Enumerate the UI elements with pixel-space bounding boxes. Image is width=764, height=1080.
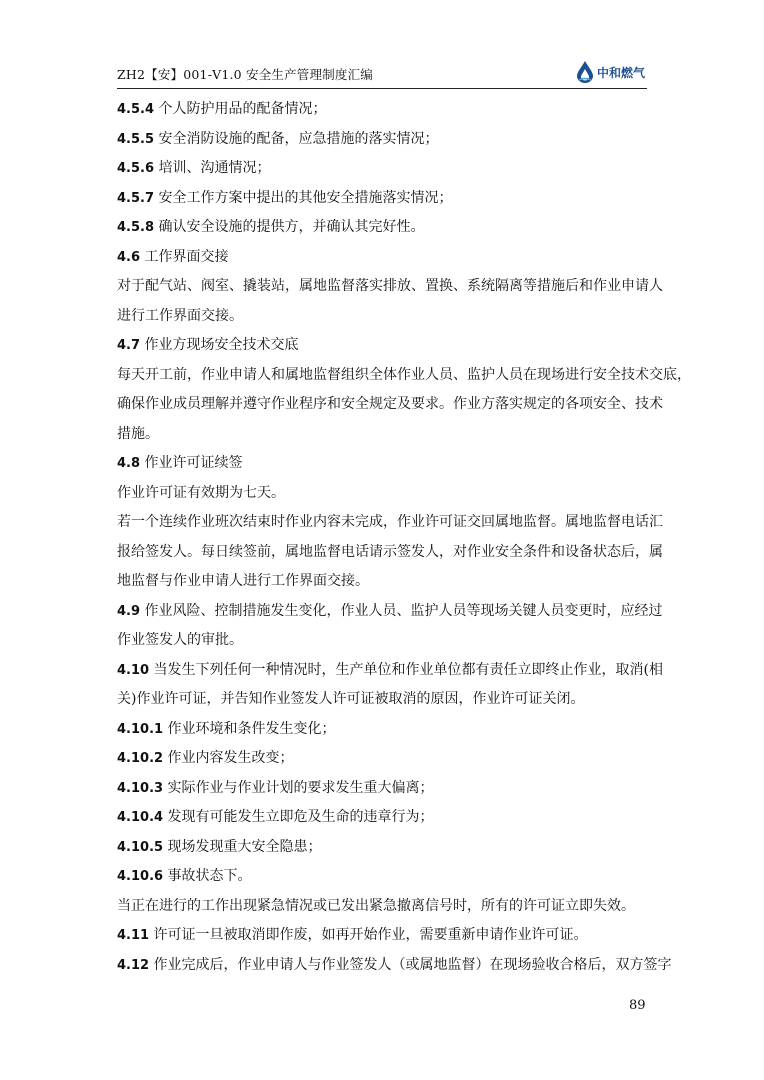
clause-heading bbox=[117, 95, 649, 125]
clause-text: 许可证一旦被取消即作废，如再开始作业，需要重新申请作业许可证。 bbox=[153, 927, 588, 943]
clause-number: 4.7 bbox=[117, 338, 141, 353]
clause-text: 作业签发人的审批。 bbox=[117, 632, 243, 648]
clause-text: 作业完成后，作业申请人与作业签发人（或属地监督）在现场验收合格后，双方签字 bbox=[153, 956, 672, 973]
paragraph-line bbox=[117, 626, 649, 656]
paragraph-line bbox=[117, 892, 649, 922]
clause-number: 4.10.5 bbox=[117, 839, 164, 855]
logo-text: 中和燃气 bbox=[596, 65, 645, 80]
paragraph-line bbox=[117, 538, 663, 568]
company-logo bbox=[575, 60, 645, 84]
paragraph-line bbox=[117, 420, 649, 450]
clause-text: 确认安全设施的提供方，并确认其完好性。 bbox=[158, 219, 425, 235]
clause-heading bbox=[117, 184, 649, 214]
clause-text: 作业风险、控制措施发生变化，作业人员、监护人员等现场关键人员变更时，应经过 bbox=[144, 602, 663, 619]
clause-text: 个人防护用品的配备情况； bbox=[158, 101, 327, 117]
clause-number: 4.10.4 bbox=[117, 810, 164, 825]
clause-number: 4.10.2 bbox=[117, 751, 164, 766]
clause-text: 现场发现重大安全隐患； bbox=[167, 838, 322, 855]
clause-heading bbox=[117, 833, 649, 863]
clause-heading bbox=[117, 154, 649, 184]
clause-number: 4.5.4 bbox=[117, 102, 155, 117]
clause-heading bbox=[117, 803, 649, 833]
clause-number: 4.6 bbox=[117, 249, 141, 265]
clause-text: 报给签发人。每日续签前，属地监督电话请示签发人，对作业安全条件和设备状态后，属 bbox=[117, 543, 663, 560]
clause-number: 4.8 bbox=[117, 456, 141, 471]
clause-text: 工作界面交接 bbox=[144, 248, 229, 265]
paragraph-line bbox=[117, 361, 691, 391]
clause-text: 当正在进行的工作出现紧急情况或已发出紧急撤离信号时，所有的许可证立即失效。 bbox=[117, 897, 635, 914]
paragraph-line bbox=[117, 685, 649, 715]
clause-text: 当发生下列任何一种情况时，生产单位和作业单位都有责任立即终止作业，取消(相 bbox=[153, 661, 663, 678]
paragraph-line bbox=[117, 272, 663, 302]
document-body bbox=[117, 95, 691, 980]
clause-text: 培训、沟通情况； bbox=[158, 160, 271, 176]
clause-heading bbox=[117, 449, 649, 479]
clause-heading bbox=[117, 862, 649, 892]
clause-number: 4.10.6 bbox=[117, 869, 164, 884]
clause-text: 安全工作方案中提出的其他安全措施落实情况； bbox=[158, 189, 453, 206]
clause-heading bbox=[117, 213, 649, 243]
clause-text: 安全消防设施的配备，应急措施的落实情况； bbox=[158, 130, 439, 147]
clause-text: 对于配气站、阀室、撬装站，属地监督落实排放、置换、系统隔离等措施后和作业申请人 bbox=[117, 278, 663, 294]
clause-text: 每天开工前，作业申请人和属地监督组织全体作业人员、监护人员在现场进行安全技术交底， bbox=[117, 366, 691, 383]
clause-text: 事故状态下。 bbox=[167, 868, 252, 884]
clause-number: 4.5.5 bbox=[117, 131, 155, 147]
clause-heading bbox=[117, 125, 649, 155]
clause-text: 若一个连续作业班次结束时作业内容未完成，作业许可证交回属地监督。属地监督电话汇 bbox=[117, 514, 663, 530]
clause-text: 作业方现场安全技术交底 bbox=[144, 337, 299, 353]
clause-number: 4.5.8 bbox=[117, 220, 155, 235]
clause-heading bbox=[117, 656, 663, 686]
clause-heading bbox=[117, 715, 649, 745]
document-title: ZH2【安】001-V1.0 安全生产管理制度汇编 bbox=[117, 67, 374, 82]
paragraph-line bbox=[117, 390, 663, 420]
clause-heading bbox=[117, 951, 672, 981]
clause-heading bbox=[117, 921, 649, 951]
clause-heading bbox=[117, 744, 649, 774]
clause-text: 关)作业许可证，并告知作业签发人许可证被取消的原因，作业许可证关闭。 bbox=[117, 691, 585, 707]
clause-text: 作业内容发生改变； bbox=[167, 750, 294, 766]
page-header bbox=[117, 58, 647, 89]
clause-number: 4.10 bbox=[117, 662, 150, 678]
clause-heading bbox=[117, 774, 649, 804]
clause-heading bbox=[117, 331, 649, 361]
paragraph-line bbox=[117, 302, 649, 332]
clause-text: 作业许可证有效期为七天。 bbox=[117, 484, 285, 501]
flame-drop-icon bbox=[575, 60, 595, 84]
clause-number: 4.11 bbox=[117, 928, 150, 943]
clause-number: 4.5.6 bbox=[117, 161, 155, 176]
clause-heading bbox=[117, 243, 649, 273]
clause-number: 4.12 bbox=[117, 957, 150, 973]
clause-text: 实际作业与作业计划的要求发生重大偏离； bbox=[167, 779, 434, 796]
paragraph-line bbox=[117, 508, 663, 538]
paragraph-line bbox=[117, 479, 649, 509]
clause-text: 确保作业成员理解并遵守作业程序和安全规定及要求。作业方落实规定的各项安全、技术 bbox=[117, 396, 663, 412]
clause-number: 4.10.1 bbox=[117, 721, 164, 737]
clause-text: 进行工作界面交接。 bbox=[117, 307, 243, 324]
clause-number: 4.5.7 bbox=[117, 190, 155, 206]
clause-text: 作业许可证续签 bbox=[144, 455, 243, 471]
page-number: 89 bbox=[629, 998, 646, 1013]
clause-text: 地监督与作业申请人进行工作界面交接。 bbox=[117, 573, 369, 589]
paragraph-line bbox=[117, 567, 649, 597]
clause-text: 措施。 bbox=[117, 425, 159, 442]
clause-number: 4.10.3 bbox=[117, 780, 164, 796]
clause-text: 发现有可能发生立即危及生命的违章行为； bbox=[167, 809, 434, 825]
clause-text: 作业环境和条件发生变化； bbox=[167, 720, 336, 737]
clause-number: 4.9 bbox=[117, 603, 141, 619]
clause-heading bbox=[117, 597, 663, 627]
